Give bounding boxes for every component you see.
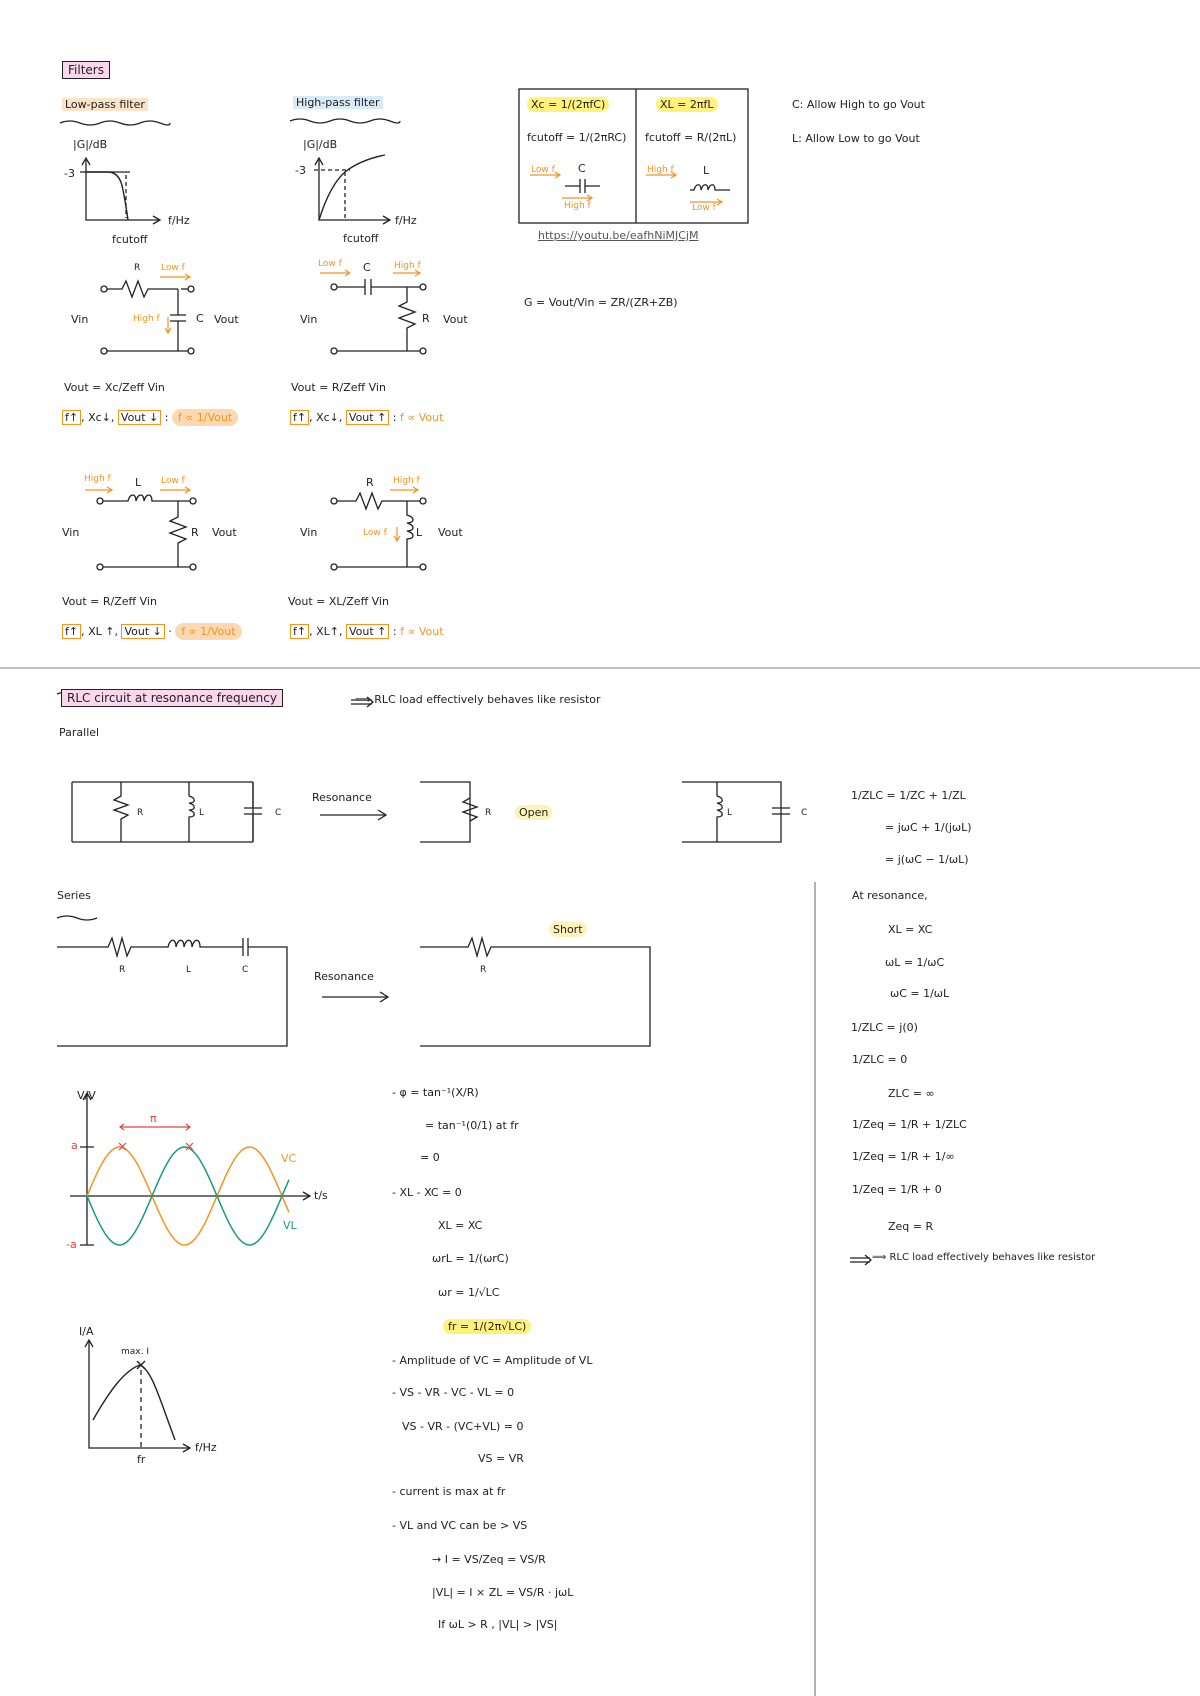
rll-box2: Vout ↓ [121, 624, 164, 639]
rll-L: L [135, 476, 142, 489]
wave-vc: VC [281, 1152, 297, 1165]
ser-R: R [119, 965, 126, 975]
ser-short-text: Short [549, 922, 587, 937]
rll-xl: XL ↑ [88, 625, 115, 638]
wave-neg-a: -a [66, 1238, 77, 1251]
mid-eq-line: |VL| = I × ZL = VS/R · jωL [432, 1586, 574, 1599]
hp-box1: f↑ [290, 410, 309, 425]
hp-highf: High f [394, 261, 421, 271]
note-l: L: Allow Low to go Vout [792, 132, 920, 145]
table-xl [656, 98, 718, 111]
cur-ylabel: I/A [79, 1325, 94, 1338]
mid-eq-line: XL = XC [438, 1219, 483, 1232]
mid-eq-line: - Amplitude of VC = Amplitude of VL [392, 1354, 593, 1367]
right-eq-line: 1/Zeq = 1/R + 1/∞ [852, 1150, 955, 1163]
table-xc-text: Xc = 1/(2πfC) [527, 97, 609, 112]
ser-short [549, 923, 587, 936]
hp-cutoff: fcutoff [343, 232, 379, 245]
right-eq-line: 1/ZLC = j(0) [851, 1021, 918, 1034]
lp-vin: Vin [71, 313, 89, 326]
rll-R: R [191, 526, 199, 539]
lp-vout: Vout [214, 313, 239, 326]
table-xl-text: XL = 2πfL [656, 97, 718, 112]
hp-vout: Vout [443, 313, 468, 326]
lp-box2: Vout ↓ [118, 410, 161, 425]
hp-ylabel: |G|/dB [303, 138, 338, 151]
mid-eq-line: - VL and VC can be > VS [392, 1519, 528, 1532]
par-resonance: Resonance [312, 791, 372, 804]
table-xc [527, 98, 609, 111]
hp-C: C [363, 261, 371, 274]
lp-xlabel: f/Hz [168, 214, 190, 227]
mid-eq-line: - current is max at fr [392, 1485, 506, 1498]
mid-eq-line: ωrL = 1/(ωrC) [432, 1252, 509, 1265]
parallel-header: Parallel [59, 726, 100, 739]
lp-rel: f ∝ 1/Vout [172, 409, 238, 426]
rll-lowf: Low f [161, 476, 185, 486]
hp-rel: f ∝ Vout [400, 411, 444, 424]
right-eq-line: Zeq = R [888, 1220, 934, 1233]
right-eq-line: 1/ZLC = 0 [852, 1053, 908, 1066]
gain-eq: G = Vout/Vin = ZR/(ZR+ZB) [524, 296, 678, 309]
rlh-box1: f↑ [290, 624, 309, 639]
series-header: Series [57, 889, 91, 902]
rll-highf: High f [84, 474, 111, 484]
mid-eq-line: If ωL > R , |VL| > |VS| [438, 1618, 558, 1631]
cur-xlabel: f/Hz [195, 1441, 217, 1454]
wave-vl: VL [283, 1219, 297, 1232]
mid-eq-line: - VS - VR - VC - VL = 0 [392, 1386, 515, 1399]
par-C3: C [801, 808, 808, 818]
cur-fr: fr [137, 1453, 146, 1466]
lowpass-header-text: Low-pass filter [62, 98, 148, 111]
right-eq-line: = jωC + 1/(jωL) [885, 821, 972, 834]
hp-tick: -3 [295, 164, 306, 177]
par-C: C [275, 808, 282, 818]
table-fc-c: fcutoff = 1/(2πRC) [527, 131, 627, 144]
lp-cutoff: fcutoff [112, 233, 148, 246]
table-L: L [703, 164, 710, 177]
lp-box1: f↑ [62, 410, 81, 425]
hp-xlabel: f/Hz [395, 214, 417, 227]
lp-summary: f↑ , Xc↓, Vout ↓ : f ∝ 1/Vout [62, 411, 238, 424]
rlh-R: R [366, 476, 374, 489]
lp-eq: Vout = Xc/Zeff Vin [64, 381, 165, 394]
lp-ylabel: |G|/dB [73, 138, 108, 151]
lp-xc: Xc↓ [88, 411, 111, 424]
note-c: C: Allow High to go Vout [792, 98, 925, 111]
rlc-title: RLC circuit at resonance frequency [61, 689, 283, 707]
right-eq-line: 1/ZLC = 1/ZC + 1/ZL [851, 789, 966, 802]
hp-box2: Vout ↑ [346, 410, 389, 425]
table-url[interactable]: https://youtu.be/eafhNiMJCjM [538, 229, 699, 242]
highpass-header-text: High-pass filter [293, 96, 383, 109]
rll-rel: f ∝ 1/Vout [175, 623, 241, 640]
right-eq-line: XL = XC [888, 923, 933, 936]
rlh-highf: High f [393, 476, 420, 486]
rlh-xl: XL↑ [316, 625, 339, 638]
mid-eq-line: - φ = tan⁻¹(X/R) [392, 1086, 479, 1099]
par-L3: L [727, 808, 733, 818]
rlh-lowf: Low f [363, 528, 387, 538]
hp-summary: f↑ , Xc↓, Vout ↑ : f ∝ Vout [290, 411, 443, 424]
hp-vin: Vin [300, 313, 318, 326]
right-eq-line: At resonance, [852, 889, 928, 902]
rlh-rel: f ∝ Vout [400, 625, 444, 638]
mid-eq-line: VS - VR - (VC+VL) = 0 [402, 1420, 524, 1433]
mid-eq-line: fr = 1/(2π√LC) [443, 1319, 531, 1334]
rll-eq: Vout = R/Zeff Vin [62, 595, 157, 608]
par-open [515, 806, 552, 819]
hp-R: R [422, 312, 430, 325]
mid-eq-line: = 0 [420, 1151, 440, 1164]
par-R2: R [485, 808, 492, 818]
rlh-vout: Vout [438, 526, 463, 539]
wave-ylabel: V/V [77, 1089, 96, 1102]
right-eq-line: = j(ωC − 1/ωL) [885, 853, 969, 866]
rll-vout: Vout [212, 526, 237, 539]
hp-lowf: Low f [318, 259, 342, 269]
lp-C: C [196, 312, 204, 325]
rll-vin: Vin [62, 526, 80, 539]
table-highf2: High f [647, 165, 674, 175]
wave-a: a [71, 1139, 78, 1152]
mid-eq-line: VS = VR [478, 1452, 524, 1465]
right-eq-line: ωC = 1/ωL [890, 987, 950, 1000]
ser-resonance: Resonance [314, 970, 374, 983]
lp-R: R [134, 263, 141, 273]
rll-summary: f↑ , XL ↑, Vout ↓ · f ∝ 1/Vout [62, 625, 242, 638]
right-eq-line: ⟹ RLC load effectively behaves like resistor [872, 1252, 1096, 1263]
table-C: C [578, 162, 586, 175]
right-eq-line: ZLC = ∞ [888, 1087, 935, 1100]
ser-C: C [242, 965, 249, 975]
rlh-L: L [416, 526, 423, 539]
mid-eq-line: = tan⁻¹(0/1) at fr [425, 1119, 519, 1132]
mid-eq-line: ωr = 1/√LC [438, 1286, 500, 1299]
filters-title: Filters [62, 61, 110, 79]
lp-lowf: Low f [161, 263, 185, 273]
par-open-text: Open [515, 805, 552, 820]
table-lowf: Low f [531, 165, 555, 175]
lp-highf: High f [133, 314, 160, 324]
table-fc-l: fcutoff = R/(2πL) [645, 131, 737, 144]
right-eq-line: ωL = 1/ωC [885, 956, 945, 969]
table-highf: High f [564, 201, 591, 211]
par-R: R [137, 808, 144, 818]
mid-eq-line: → I = VS/Zeq = VS/R [432, 1553, 546, 1566]
rlh-summary: f↑ , XL↑, Vout ↑ : f ∝ Vout [290, 625, 444, 638]
wave-xlabel: t/s [314, 1189, 328, 1202]
hp-eq: Vout = R/Zeff Vin [291, 381, 386, 394]
rlh-vin: Vin [300, 526, 318, 539]
cur-max: max. I [121, 1347, 149, 1357]
table-lowf2: Low f [692, 203, 716, 213]
ser-L: L [186, 965, 192, 975]
rll-box1: f↑ [62, 624, 81, 639]
rlc-title-note: ⟹ RLC load effectively behaves like resistor [355, 693, 601, 706]
rlh-box2: Vout ↑ [346, 624, 389, 639]
rlh-eq: Vout = XL/Zeff Vin [288, 595, 389, 608]
lp-tick: -3 [64, 167, 75, 180]
hp-xc: Xc↓ [316, 411, 339, 424]
mid-eq-line: - XL - XC = 0 [392, 1186, 462, 1199]
ser-R2: R [480, 965, 487, 975]
wave-pi: π [150, 1112, 157, 1125]
right-eq-line: 1/Zeq = 1/R + 1/ZLC [852, 1118, 967, 1131]
par-L: L [199, 808, 205, 818]
right-eq-line: 1/Zeq = 1/R + 0 [852, 1183, 942, 1196]
